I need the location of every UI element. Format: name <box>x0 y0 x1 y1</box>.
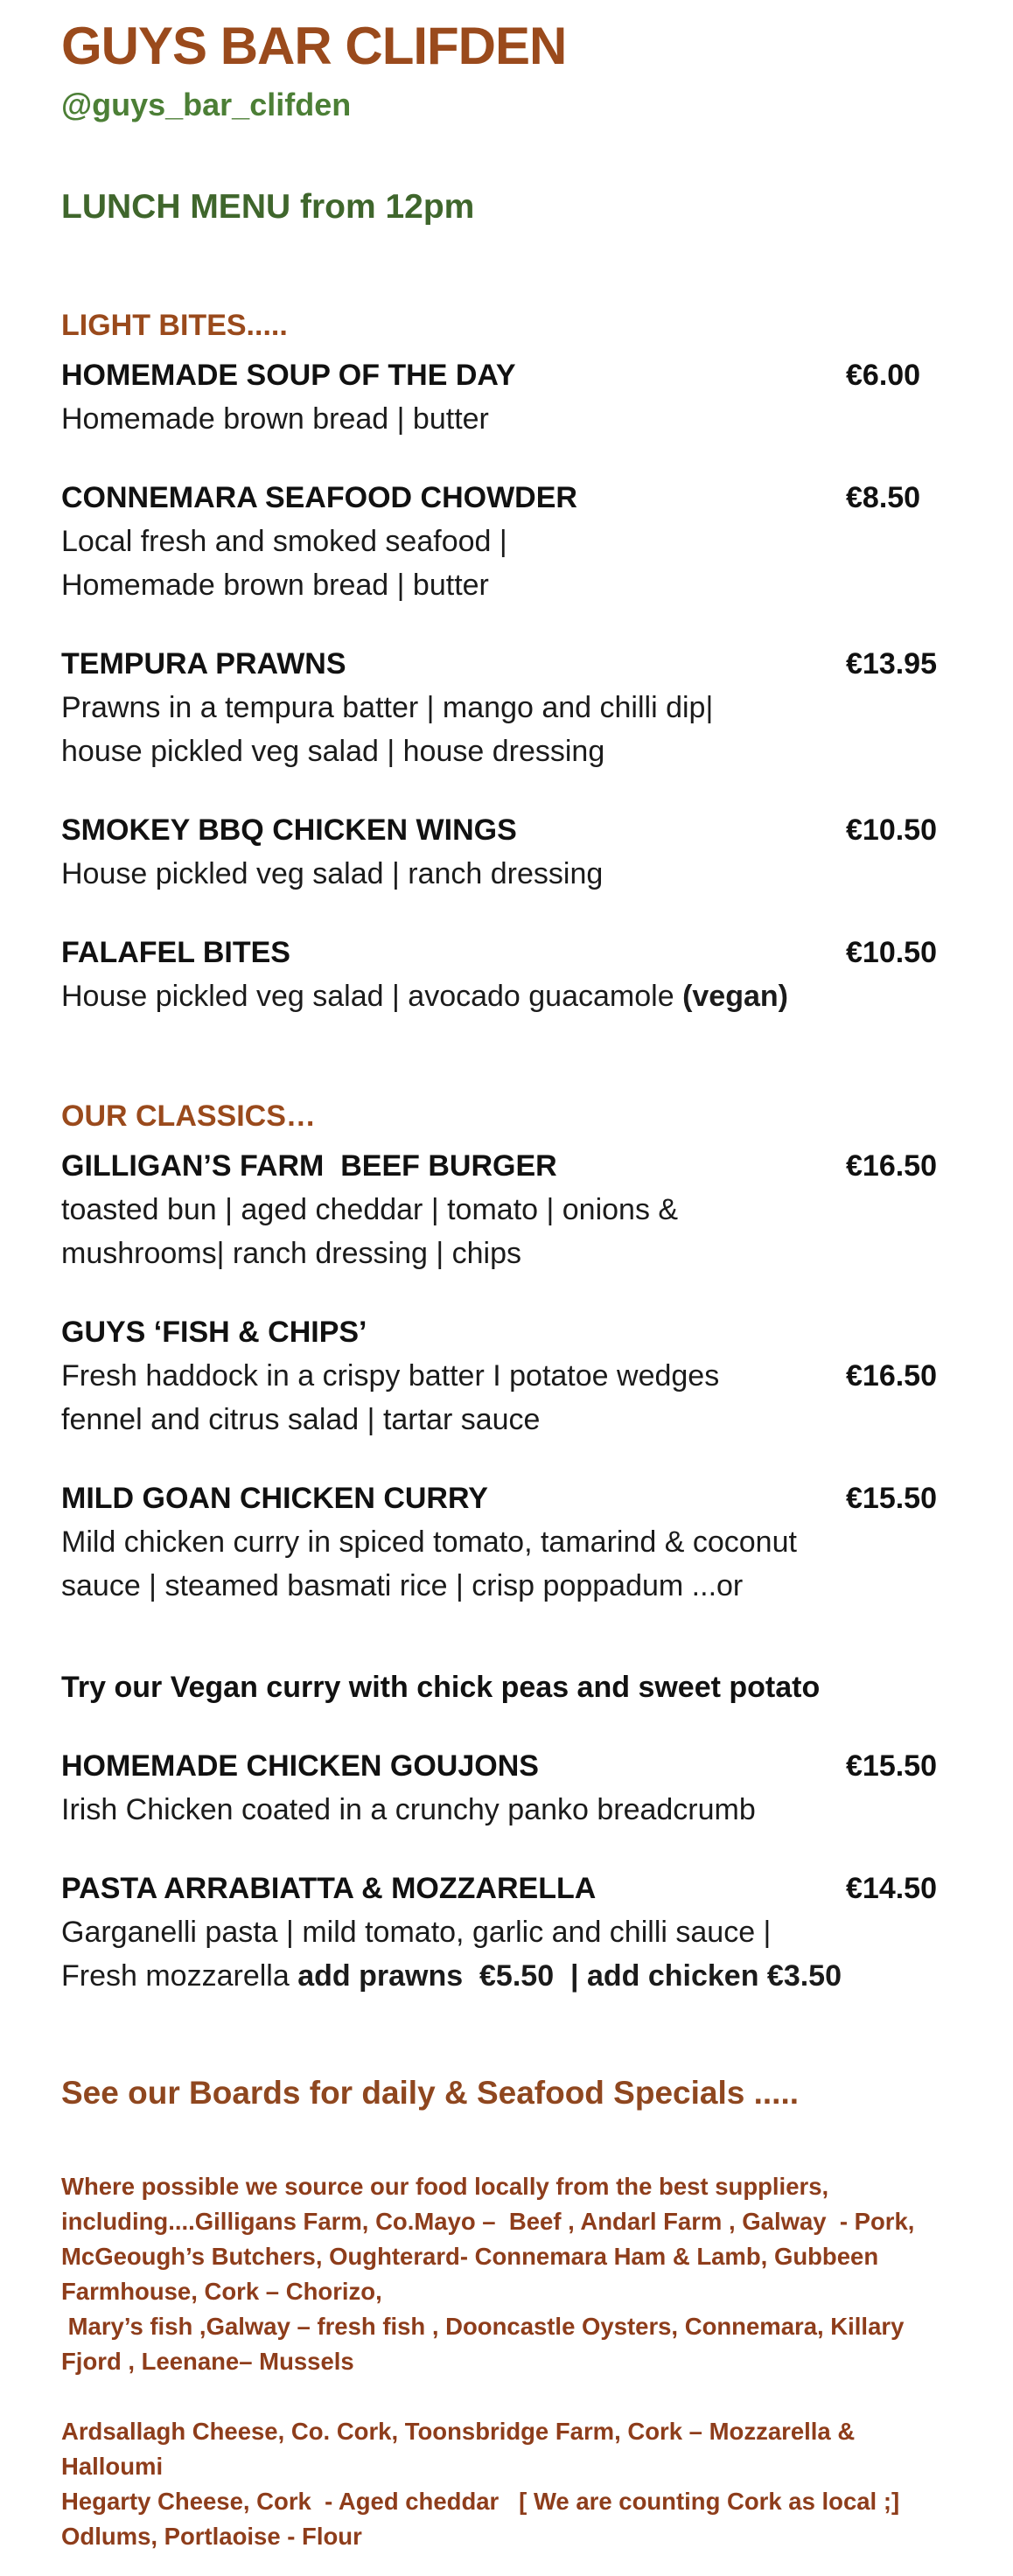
suppliers-line: McGeough’s Butchers, Oughterard- Connemara Ham & Lamb, Gubbeen <box>61 2243 879 2270</box>
vegan-curry-note: Try our Vegan curry with chick peas and sweet potato <box>61 1671 821 1704</box>
item-description: Mild chicken curry in spiced tomato, tamarind & coconut <box>61 1525 797 1559</box>
item-name: PASTA ARRABIATTA & MOZZARELLA <box>61 1872 597 1905</box>
item-price: €15.50 <box>846 1749 937 1783</box>
menu-item-chicken-goujons <box>61 1744 961 1832</box>
item-price: €10.50 <box>846 813 937 847</box>
item-price: €13.95 <box>846 647 937 681</box>
item-price: €14.50 <box>846 1872 937 1905</box>
item-name: GILLIGAN’S FARM BEEF BURGER <box>61 1149 557 1183</box>
item-name: SMOKEY BBQ CHICKEN WINGS <box>61 813 517 847</box>
vegan-tag: (vegan) <box>682 980 788 1013</box>
item-name: TEMPURA PRAWNS <box>61 647 346 681</box>
section-label-light-bites: LIGHT BITES..... <box>61 309 288 342</box>
item-price: €10.50 <box>846 936 937 969</box>
cheese-paragraph <box>61 2414 961 2554</box>
suppliers-line: Fjord , Leenane– Mussels <box>61 2348 354 2375</box>
menu-item-beef-burger <box>61 1144 961 1275</box>
cheese-line: Hegarty Cheese, Cork - Aged cheddar [ We are counting Cork as local ;] <box>61 2488 900 2515</box>
item-description: toasted bun | aged cheddar | tomato | onions & <box>61 1193 679 1226</box>
addons-text: add prawns €5.50 | add chicken €3.50 <box>297 1959 842 1993</box>
menu-item-pasta-arrabiatta <box>61 1867 961 1998</box>
item-price: €16.50 <box>846 1359 937 1393</box>
suppliers-line: Farmhouse, Cork – Chorizo, <box>61 2278 382 2305</box>
cheese-line: Odlums, Portlaoise - Flour <box>61 2523 362 2550</box>
item-name: GUYS ‘FISH & CHIPS’ <box>61 1316 367 1349</box>
suppliers-line: including....Gilligans Farm, Co.Mayo – Beef , Andarl Farm , Galway - Pork, <box>61 2208 915 2235</box>
menu-item-fish-and-chips <box>61 1310 961 1442</box>
social-handle: @guys_bar_clifden <box>61 87 352 122</box>
page-title: GUYS BAR CLIFDEN <box>61 17 567 75</box>
item-description: Fresh haddock in a crispy batter I potatoe wedges <box>61 1359 720 1393</box>
item-price: €15.50 <box>846 1482 937 1515</box>
item-description: mushrooms| ranch dressing | chips <box>61 1237 521 1270</box>
item-description: sauce | steamed basmati rice | crisp poppadum ...or <box>61 1569 744 1602</box>
section-label-our-classics: OUR CLASSICS… <box>61 1100 316 1133</box>
item-name: CONNEMARA SEAFOOD CHOWDER <box>61 481 577 514</box>
item-name: HOMEMADE CHICKEN GOUJONS <box>61 1749 539 1783</box>
item-description: Local fresh and smoked seafood | <box>61 525 507 558</box>
item-description: Fresh mozzarella add prawns €5.50 | add chicken €3.50 <box>61 1959 842 1993</box>
suppliers-paragraph <box>61 2169 961 2379</box>
item-name: HOMEMADE SOUP OF THE DAY <box>61 359 516 392</box>
item-description: Garganelli pasta | mild tomato, garlic and chilli sauce | <box>61 1916 772 1949</box>
item-name: FALAFEL BITES <box>61 936 290 969</box>
menu-heading: LUNCH MENU from 12pm <box>61 188 475 226</box>
menu-item-falafel <box>61 931 961 1018</box>
item-price: €16.50 <box>846 1149 937 1183</box>
item-description: Homemade brown bread | butter <box>61 402 489 436</box>
menu-item-tempura-prawns <box>61 642 961 773</box>
item-description: Homemade brown bread | butter <box>61 569 489 602</box>
cheese-line: Ardsallagh Cheese, Co. Cork, Toonsbridge Farm, Cork – Mozzarella & Halloumi <box>61 2418 862 2480</box>
menu-item-goan-curry <box>61 1476 961 1608</box>
menu-item-chowder <box>61 476 961 607</box>
menu-item-soup <box>61 353 961 441</box>
item-description: House pickled veg salad | avocado guacamole (vegan) <box>61 980 788 1013</box>
item-price: €8.50 <box>846 481 921 514</box>
item-description: Irish Chicken coated in a crunchy panko breadcrumb <box>61 1793 756 1826</box>
item-name: MILD GOAN CHICKEN CURRY <box>61 1482 488 1515</box>
item-description: house pickled veg salad | house dressing <box>61 735 605 768</box>
item-description: House pickled veg salad | ranch dressing <box>61 857 604 890</box>
item-description: fennel and citrus salad | tartar sauce <box>61 1403 541 1436</box>
suppliers-line: Where possible we source our food locally from the best suppliers, <box>61 2173 829 2200</box>
suppliers-line: Mary’s fish ,Galway – fresh fish , Dooncastle Oysters, Connemara, Killary <box>61 2313 905 2340</box>
boards-note: See our Boards for daily & Seafood Specials ..... <box>61 2075 800 2111</box>
item-price: €6.00 <box>846 359 921 392</box>
menu-item-bbq-wings <box>61 808 961 896</box>
item-description: Prawns in a tempura batter | mango and chilli dip| <box>61 691 714 724</box>
